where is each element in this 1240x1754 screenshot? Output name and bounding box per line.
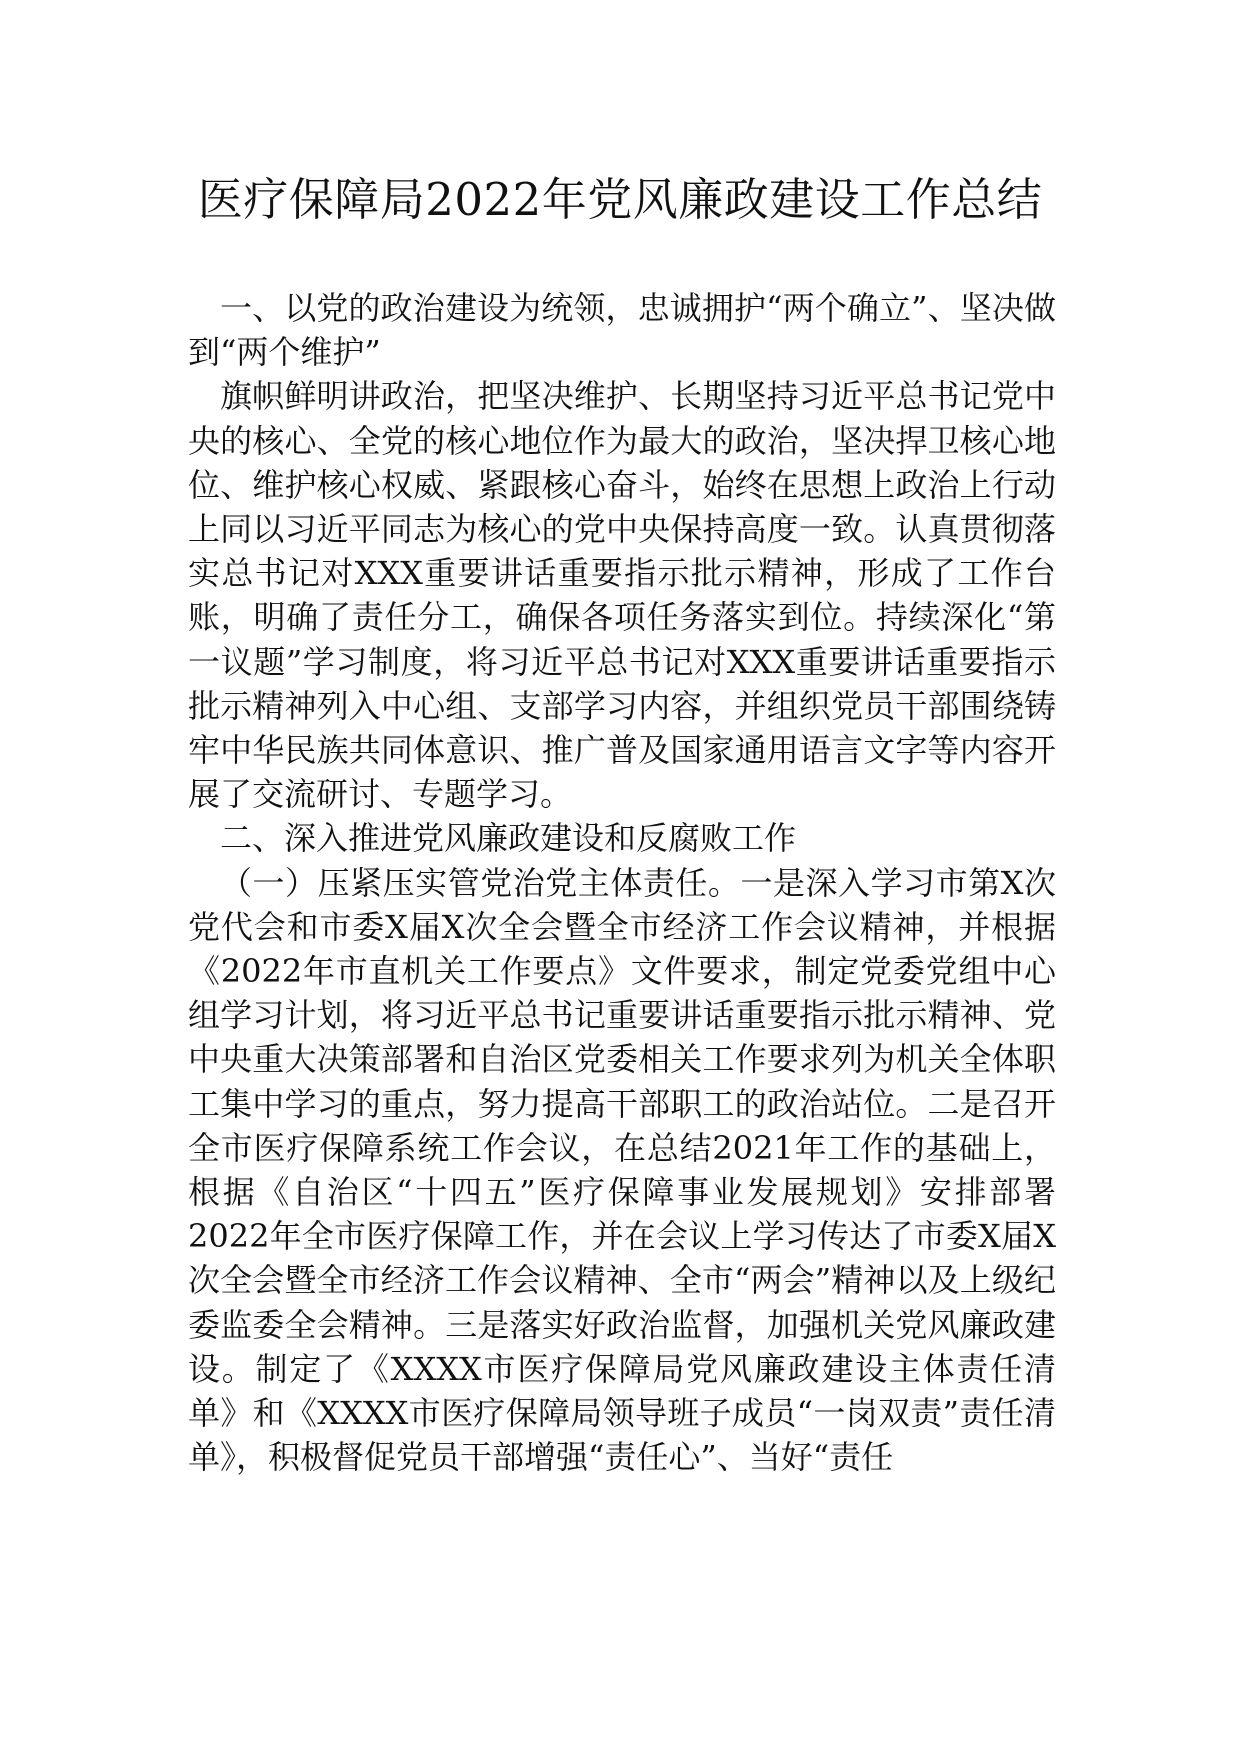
section-heading-1: 一、以党的政治建设为统领，忠诚拥护“两个确立”、坚决做到“两个维护” (188, 289, 1056, 372)
document-body (188, 286, 1056, 1479)
body-paragraph: 旗帜鲜明讲政治，把坚决维护、长期坚持习近平总书记党中央的核心、全党的核心地位作为最大的政治，坚决捍卫核心地位、维护核心权威、紧跟核心奋斗，始终在思想上政治上行动上同以习近平同志为核心的党中央保持高度一致。认真贯彻落实总书记对XXX重要讲话重要指示批示精神，形成了工作台账，明确了责任分工，确保各项任务落实到位。持续深化“第一议题”学习制度，将习近平总书记对XXX重要讲话重要指示批示精神列入中心组、支部学习内容，并组织党员干部围绕铸牢中华民族共同体意识、推广普及国家通用语言文字等内容开展了交流研讨、专题学习。 (188, 377, 1056, 814)
document-title: 医疗保障局2022年党风廉政建设工作总结 (197, 173, 1043, 226)
section-heading-2: 二、深入推进党风廉政建设和反腐败工作 (220, 819, 797, 858)
body-paragraph: （一）压紧压实管党治党主体责任。一是深入学习市第X次党代会和市委X届X次全会暨全市经济工作会议精神，并根据《2022年市直机关工作要点》文件要求，制定党委党组中心组学习计划，将习近平总书记重要讲话重要指示批示精神、党中央重大决策部署和自治区党委相关工作要求列为机关全体职工集中学习的重点，努力提高干部职工的政治站位。二是召开全市医疗保障系统工作会议，在总结2021年工作的基础上，根据《自治区“十四五”医疗保障事业发展规划》安排部署2022年全市医疗保障工作，并在会议上学习传达了市委X届X次全会暨全市经济工作会议精神、全市“两会”精神以及上级纪委监委全会精神。三是落实好政治监督，加强机关党风廉政建设。制定了《XXXX市医疗保障局党风廉政建设主体责任清单》和《XXXX市医疗保障局领导班子成员“一岗双责”责任清单》，积极督促党员干部增强“责任心”、当好“责任 (188, 863, 1056, 1477)
